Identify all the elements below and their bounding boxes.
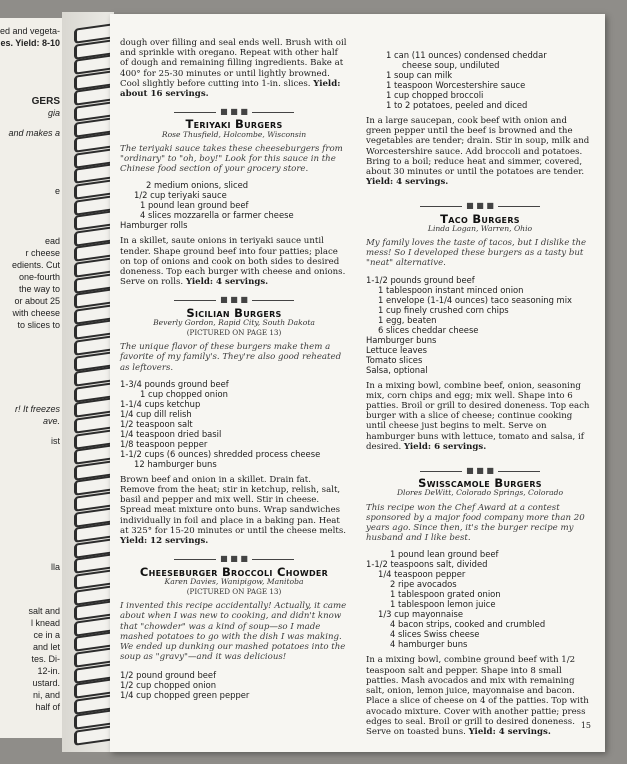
recipe-author: Linda Logan, Warren, Ohio [427,223,533,233]
recipe-directions: In a skillet, saute onions in teriyaki sauce until tender. Shape ground beef into four patties; place on top of onions and cook on both sides to desired doneness. Top each burger with cheese and onions. Serve on rolls. Yield: 4 servings. [120,236,346,288]
ingredient-item: 1 cup finely crushed corn chips [378,304,509,315]
ingredient-item: 1 teaspoon Worcestershire sauce [386,80,526,90]
facing-page-fragment: one-fourth [18,272,60,282]
continued-directions: dough over filling and seal ends well. Brush with oil and sprinkle with oregano. Repeat with other half of dough and remaining filling ingredients. Bake at 400° for 25-30 minutes or until lightly browned. Cool slightly before cutting into 1-in. slices. Yield: about 16 servings. [120,38,347,100]
ingredient-item: 4 slices mozzarella or farmer cheese [140,210,294,221]
recipe-divider: ■ ■ ■ [120,295,348,305]
facing-page-fragment: with cheese [12,308,60,318]
ingredient-item: 1/4 cup dill relish [120,408,192,419]
ingredient-item: 1 tablespoon instant minced onion [378,284,524,295]
ingredient-item: 1 can (11 ounces) condensed cheddar [386,50,547,60]
page-number: 15 [580,721,591,730]
ingredient-item: 1/2 teaspoon salt [120,418,193,429]
recipe-directions: Brown beef and onion in a skillet. Drain fat. Remove from the heat; stir in ketchup, relish, salt, basil and pepper and mix well. Stir in cheese. Spread meat mixture onto buns. Wrap sandwiches individually in foil and place in a baking pan. Heat at 325° for 15-20 minutes or until the cheese melts. Yield: 12 servings. [120,474,346,547]
left-page [0,18,64,738]
ingredient-item: 1 tablespoon lemon juice [390,599,496,610]
ingredient-item: 1/2 pound ground beef [120,670,217,681]
recipe-intro: My family loves the taste of tacos, but I dislike the mess! So I developed these burgers as a tasty but "neat" alternative. [366,238,587,269]
ingredient-item: 1 to 2 potatoes, peeled and diced [386,100,528,110]
ingredient-item: 1-1/2 teaspoons salt, divided [366,559,488,570]
ingredient-item: 1/3 cup mayonnaise [378,609,463,620]
ingredient-item: 1/2 cup chopped onion [120,680,217,691]
ingredient-item: 1/4 teaspoon pepper [378,569,466,580]
ingredient-item: 1/4 teaspoon dried basil [120,428,222,439]
recipe-title-chowder: Cheeseburger Broccoli Chowder [139,564,329,579]
recipe-divider: ■ ■ ■ [366,201,594,211]
recipe-directions: In a mixing bowl, combine beef, onion, seasoning mix, corn chips and egg; mix well. Shape into 6 patties. Broil or grill to desired doneness. Top each burger with a slice of cheese; continue cooking until cheese just begins to melt. Serve on hamburger buns with lettuce, tomato and salsa, if desired. Yield: 6 servings. [366,380,590,452]
recipe-intro: I invented this recipe accidentally! Actually, it came about when I was new to cooking, and didn't know that "chowder" was a kind of soup—so I made mashed potatoes to go with the dish I was making. We ended up dunking our mashed potatoes into the soup as "gravy"—and it was delicious! [120,601,347,663]
ingredient-item: 1 cup chopped broccoli [386,90,484,100]
facing-page-fragment: ave. [42,416,60,426]
facing-page-fragment: ce in a [33,630,60,640]
recipe-divider: ■ ■ ■ [120,107,348,117]
facing-page-fragment: to slices to [17,320,60,330]
facing-page-fragment: ead [44,236,60,246]
facing-page-fragment: ed and vegeta- [0,26,60,36]
ingredient-item: 6 slices cheddar cheese [378,324,479,335]
ingredient-list [366,549,594,649]
ingredient-item: 1/2 cup teriyaki sauce [134,190,227,201]
facing-page-fragment: edients. Cut [11,260,60,270]
ingredient-item: 1 egg, beaten [378,314,437,325]
pictured-note: (PICTURED ON PAGE 13) [186,586,282,596]
ingredient-item: 1-1/4 cups ketchup [120,398,201,409]
facing-page-fragment: tes. Di- [31,654,60,664]
ingredient-item: 12 hamburger buns [134,458,217,469]
facing-page-fragment: gia [47,108,60,118]
ingredient-item: 1-1/2 pounds ground beef [366,274,475,285]
ingredient-item: 1 pound lean ground beef [390,549,499,560]
recipe-directions: In a mixing bowl, combine ground beef with 1/2 teaspoon salt and pepper. Shape into 8 small patties. Mash avocados and mix with remaining salt, onion, lemon juice, mayonnaise and bacon. Place a slice of cheese on 4 of the patties. Top with avocado mixture. Cover with another pattie; press edges to seal. Broil or grill to desired doneness. Serve on toasted buns. Yield: 4 servings. [366,655,589,737]
ingredient-item: Tomato slices [366,354,423,365]
facing-page-fragment: half of [35,702,60,712]
facing-page-fragment: GERS [31,96,60,107]
ingredient-list [366,275,594,375]
facing-page-fragment: r! It freezes [14,404,60,414]
facing-page-fragment: l knead [30,618,60,628]
ingredient-item: 1 soup can milk [386,70,453,80]
ingredient-item: Salsa, optional [366,364,428,375]
recipe-divider: ■ ■ ■ [120,554,348,564]
recipe-title-taco: Taco Burgers [440,211,520,226]
ingredient-item: 1 pound lean ground beef [140,200,249,211]
recipe-author: Karen Davies, Wanipigow, Manitoba [164,576,304,586]
ingredient-list [120,670,348,700]
ingredient-item: 4 bacon strips, cooked and crumbled [390,619,546,630]
facing-page-fragment: es. Yield: 8-10 [0,38,60,48]
ingredient-item: 4 slices Swiss cheese [390,629,480,640]
ingredient-list [366,50,594,110]
spiral-binding [62,12,114,752]
recipe-intro: The teriyaki sauce takes these cheeseburgers from "ordinary" to "oh, boy!" Look for this sauce in the Chinese food section of your grocery store. [120,143,343,175]
column-left [120,38,348,706]
facing-page-fragment: lla [50,562,60,572]
facing-page-fragment: ni, and [32,690,60,700]
ingredient-item: Hamburger rolls [120,220,188,231]
ingredient-item: Lettuce leaves [366,344,428,355]
facing-page-fragment: ist [51,436,60,446]
ingredient-item: 1 envelope (1-1/4 ounces) taco seasoning mix [378,294,572,305]
ingredient-item: 1/4 cup chopped green pepper [120,690,250,701]
ingredient-item: 1-3/4 pounds ground beef [120,378,229,389]
recipe-author: Rose Thusfield, Holcombe, Wisconsin [161,129,307,139]
pictured-note: (PICTURED ON PAGE 13) [186,328,282,338]
ingredient-item: 1/8 teaspoon pepper [120,438,208,449]
ingredient-item: 2 medium onions, sliced [146,180,249,191]
ingredient-item: cheese soup, undiluted [402,60,500,70]
facing-page-fragment: and let [32,642,60,652]
recipe-author: Dlores DeWitt, Colorado Springs, Colorado [396,488,564,498]
recipe-author: Beverly Gordon, Rapid City, South Dakota [153,317,315,327]
ingredient-item: 1 tablespoon grated onion [390,589,501,600]
recipe-divider: ■ ■ ■ [366,466,594,476]
ingredient-item: 1 cup chopped onion [140,388,228,399]
ingredient-item: 4 hamburger buns [390,639,468,650]
recipe-title-sicilian: Sicilian Burgers [186,305,282,320]
facing-page-fragment: e [54,186,60,196]
facing-page-fragment: the way to [18,284,60,294]
facing-page-fragment: 12-in. [37,666,60,676]
ingredient-item: Hamburger buns [366,334,437,345]
column-right [366,38,594,743]
facing-page-fragment: or about 25 [14,296,60,306]
ingredient-list [120,180,348,230]
recipe-title-swisscamole: Swisscamole Burgers [418,476,542,491]
recipe-title-teriyaki: Teriyaki Burgers [185,117,283,132]
ingredient-item: 1-1/2 cups (6 ounces) shredded process cheese [120,448,321,459]
recipe-intro: This recipe won the Chef Award at a contest sponsored by a major food company more than 20 years ago. Since then, it's the burger recipe my husband and I like best. [366,502,585,544]
facing-page-fragment: and makes a [8,128,60,138]
facing-page-fragment: r cheese [25,248,60,258]
ingredient-list [120,379,348,469]
ingredient-item: 2 ripe avocados [390,579,457,590]
recipe-intro: The unique flavor of these burgers make them a favorite of my family's. They're also good reheated as leftovers. [120,342,342,373]
cookbook-page [110,14,605,752]
recipe-directions: In a large saucepan, cook beef with onion and green pepper until the beef is browned and the vegetables are tender; drain. Stir in soup, milk and Worcestershire sauce. Add broccoli and potatoes. Bring to a boil; reduce heat and simmer, covered, about 30 minutes or until the potatoes are tender. Yield: 4 servings. [366,116,590,188]
facing-page-fragment: salt and [28,606,60,616]
facing-page-fragment: ustard. [32,678,60,688]
